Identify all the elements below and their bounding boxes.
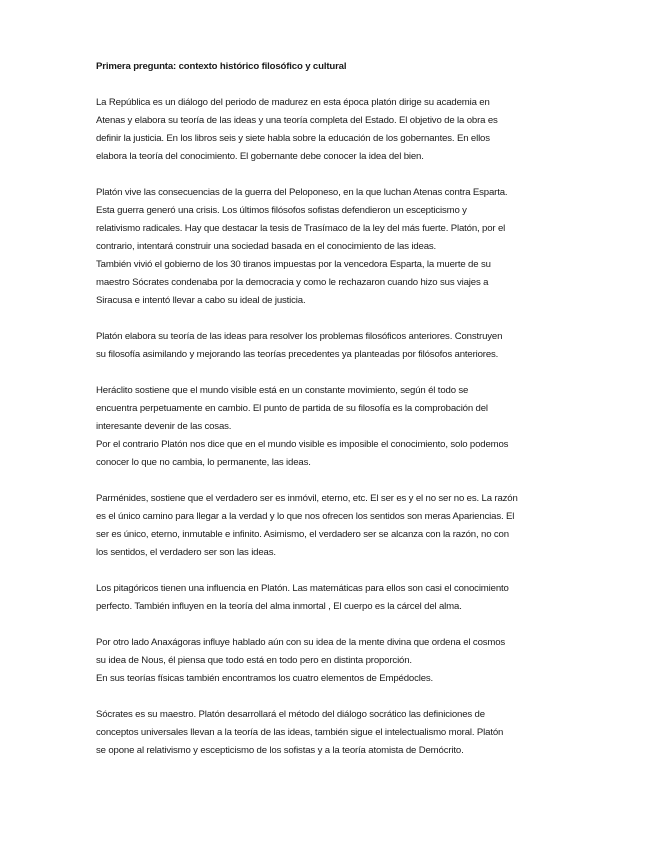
paragraph-2 bbox=[96, 184, 566, 310]
text-line: relativismo radicales. Hay que destacar la tesis de Trasímaco de la ley del más fuerte. Platón, por el bbox=[96, 223, 506, 234]
text-line: La República es un diálogo del periodo de madurez en esta época platón dirige su academia en bbox=[96, 97, 490, 108]
text-line: Platón vive las consecuencias de la guerra del Peloponeso, en la que luchan Atenas contra Esparta. bbox=[96, 187, 508, 198]
text-line: contrario, intentará construir una sociedad basada en el conocimiento de las ideas. bbox=[96, 241, 437, 252]
paragraph-1 bbox=[96, 94, 566, 166]
text-line: Por otro lado Anaxágoras influye hablado aún con su idea de la mente divina que ordena el cosmos bbox=[96, 637, 506, 648]
paragraph-4 bbox=[96, 382, 566, 472]
text-line: su filosofía asimilando y mejorando las teorías precedentes ya planteadas por filósofos anteriores. bbox=[96, 349, 499, 360]
text-line: interesante devenir de las cosas. bbox=[96, 421, 232, 432]
text-line: Atenas y elabora su teoría de las ideas y una teoría completa del Estado. El objetivo de la obra es bbox=[96, 115, 498, 126]
text-line: es el único camino para llegar a la verdad y lo que nos ofrecen los sentidos son meras Apariencias. El bbox=[96, 511, 515, 522]
text-line: perfecto. También influyen en la teoría del alma inmortal , El cuerpo es la cárcel del alma. bbox=[96, 601, 462, 612]
text-line: Sócrates es su maestro. Platón desarrollará el método del diálogo socrático las definiciones de bbox=[96, 709, 485, 720]
text-line: su idea de Nous, él piensa que todo está en todo pero en distinta proporción. bbox=[96, 655, 412, 666]
text-line: conocer lo que no cambia, lo permanente, las ideas. bbox=[96, 457, 311, 468]
document-title: Primera pregunta: contexto histórico filosófico y cultural bbox=[96, 61, 347, 72]
text-line: Esta guerra generó una crisis. Los últimos filósofos sofistas defendieron un escepticismo y bbox=[96, 205, 467, 216]
text-line: Parménides, sostiene que el verdadero ser es inmóvil, eterno, etc. El ser es y el no ser no es. La razón bbox=[96, 493, 518, 504]
text-line: Los pitagóricos tienen una influencia en Platón. Las matemáticas para ellos son casi el conocimiento bbox=[96, 583, 509, 594]
paragraph-6 bbox=[96, 580, 566, 616]
text-line: los sentidos, el verdadero ser son las ideas. bbox=[96, 547, 276, 558]
text-line: Heráclito sostiene que el mundo visible está en un constante movimiento, según él todo se bbox=[96, 385, 469, 396]
text-line: elabora la teoría del conocimiento. El gobernante debe conocer la idea del bien. bbox=[96, 151, 424, 162]
text-line: También vivió el gobierno de los 30 tiranos impuestas por la vencedora Esparta, la muerte de su bbox=[96, 259, 491, 270]
text-line: ser es único, eterno, inmutable e infinito. Asimismo, el verdadero ser se alcanza con la razón, no con bbox=[96, 529, 509, 540]
text-line: conceptos universales llevan a la teoría de las ideas, también sigue el intelectualismo moral. Platón bbox=[96, 727, 504, 738]
text-line: Por el contrario Platón nos dice que en el mundo visible es imposible el conocimiento, solo podemos bbox=[96, 439, 509, 450]
paragraph-8 bbox=[96, 706, 566, 760]
text-line: Siracusa e intentó llevar a cabo su ideal de justicia. bbox=[96, 295, 306, 306]
text-line: Platón elabora su teoría de las ideas para resolver los problemas filosóficos anteriores. Construyen bbox=[96, 331, 503, 342]
document-body bbox=[96, 58, 566, 778]
paragraph-3 bbox=[96, 328, 566, 364]
text-line: se opone al relativismo y escepticismo de los sofistas y a la teoría atomista de Demócrito. bbox=[96, 745, 464, 756]
text-line: En sus teorías físicas también encontramos los cuatro elementos de Empédocles. bbox=[96, 673, 434, 684]
text-line: encuentra perpetuamente en cambio. El punto de partida de su filosofía es la comprobación del bbox=[96, 403, 488, 414]
text-line: maestro Sócrates condenaba por la democracia y como le rechazaron cuando hizo sus viajes a bbox=[96, 277, 489, 288]
paragraph-7 bbox=[96, 634, 566, 688]
paragraph-5 bbox=[96, 490, 566, 562]
text-line: definir la justicia. En los libros seis y siete habla sobre la educación de los gobernantes. En ellos bbox=[96, 133, 490, 144]
